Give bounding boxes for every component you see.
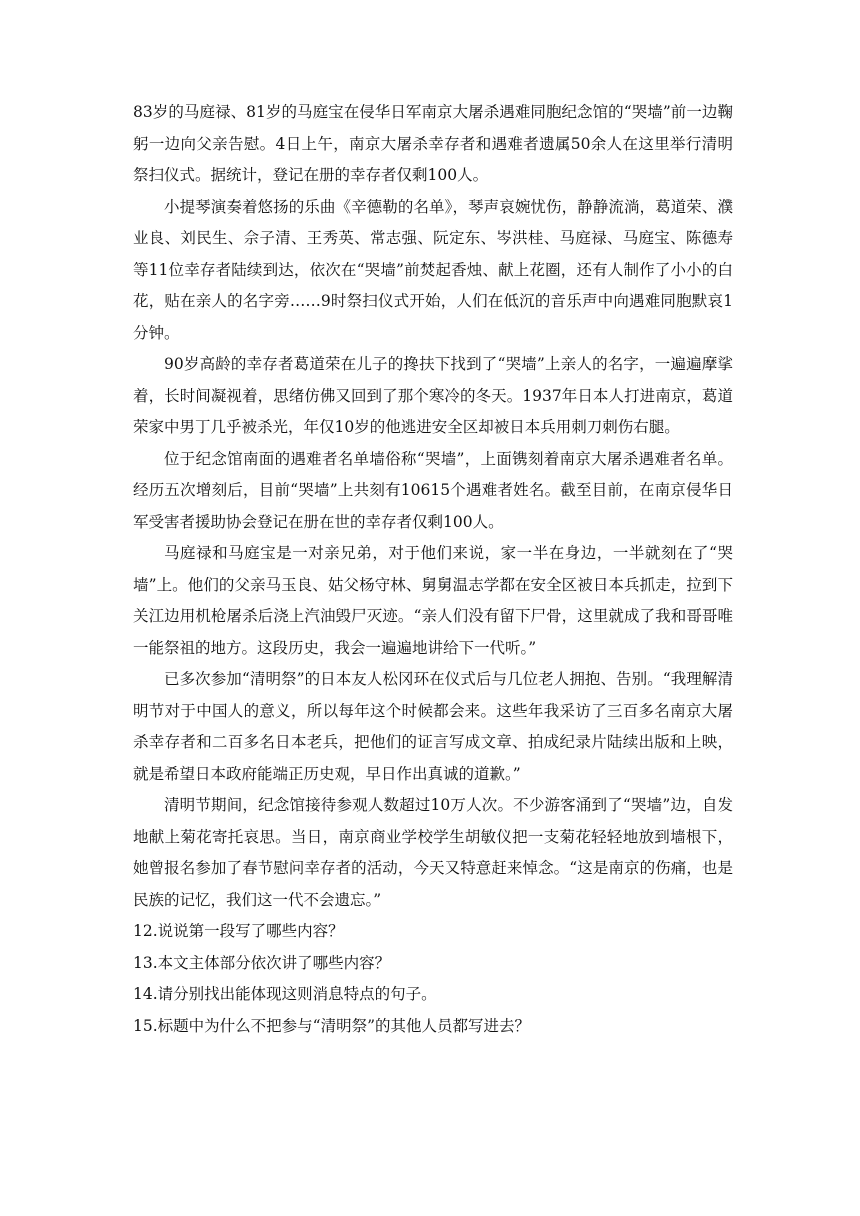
paragraph-6: 已多次参加“清明祭”的日本友人松冈环在仪式后与几位老人拥抱、告别。“我理解清明节对于中国人的意义，所以每年这个时候都会来。这些年我采访了三百多名南京大屠杀幸存者和二百多名日本老兵，把他们的证言写成文章、拍成纪录片陆续出版和上映，就是希望日本政府能端正历史观，早日作出真诚的道歉。” — [133, 670, 733, 783]
question-14: 14.请分别找出能体现这则消息特点的句子。 — [133, 985, 437, 1003]
article-body — [133, 97, 733, 916]
question-12: 12.说说第一段写了哪些内容？ — [133, 922, 344, 940]
paragraph-4: 位于纪念馆南面的遇难者名单墙俗称“哭墙”，上面镌刻着南京大屠杀遇难者名单。经历五次增刻后，目前“哭墙”上共刻有10615个遇难者姓名。截至目前，在南京侵华日军受害者援助协会登记在册在世的幸存者仅剩100人。 — [133, 449, 733, 531]
paragraph-7: 清明节期间，纪念馆接待参观人数超过10万人次。不少游客涌到了“哭墙”边，自发地献上菊花寄托哀思。当日，南京商业学校学生胡敏仪把一支菊花轻轻地放到墙根下，她曾报名参加了春节慰问幸存者的活动，今天又特意赶来悼念。“这是南京的伤痛，也是民族的记忆，我们这一代不会遗忘。” — [133, 796, 733, 909]
question-13: 13.本文主体部分依次讲了哪些内容？ — [133, 953, 391, 972]
document-page — [133, 97, 733, 1042]
paragraph-5: 马庭禄和马庭宝是一对亲兄弟，对于他们来说，家一半在身边，一半就刻在了“哭墙”上。他们的父亲马玉良、姑父杨守林、舅舅温志学都在安全区被日本兵抓走，拉到下关江边用机枪屠杀后浇上汽油毁尸灭迹。“亲人们没有留下尸骨，这里就成了我和哥哥唯一能祭祖的地方。这段历史，我会一遍遍地讲给下一代听。” — [133, 544, 733, 657]
paragraph-3: 90岁高龄的幸存者葛道荣在儿子的搀扶下找到了“哭墙”上亲人的名字，一遍遍摩挲着，长时间凝视着，思绪仿佛又回到了那个寒冷的冬天。1937年日本人打进南京，葛道荣家中男丁几乎被杀光，年仅10岁的他逃进安全区却被日本兵用刺刀刺伤右腿。 — [133, 355, 733, 436]
paragraph-1: 83岁的马庭禄、81岁的马庭宝在侵华日军南京大屠杀遇难同胞纪念馆的“哭墙”前一边鞠躬一边向父亲告慰。4日上午，南京大屠杀幸存者和遇难者遗属50余人在这里举行清明祭扫仪式。据统计，登记在册的幸存者仅剩100人。 — [133, 103, 733, 184]
paragraph-2: 小提琴演奏着悠扬的乐曲《辛德勒的名单》，琴声哀婉忧伤，静静流淌，葛道荣、濮业良、刘民生、佘子清、王秀英、常志强、阮定东、岑洪桂、马庭禄、马庭宝、陈德寿等11位幸存者陆续到达，依次在“哭墙”前焚起香烛、献上花圈，还有人制作了小小的白花，贴在亲人的名字旁……9时祭扫仪式开始，人们在低沉的音乐声中向遇难同胞默哀1分钟。 — [133, 197, 733, 342]
question-15: 15.标题中为什么不把参与“清明祭”的其他人员都写进去？ — [133, 1016, 531, 1035]
question-list — [133, 916, 733, 1042]
